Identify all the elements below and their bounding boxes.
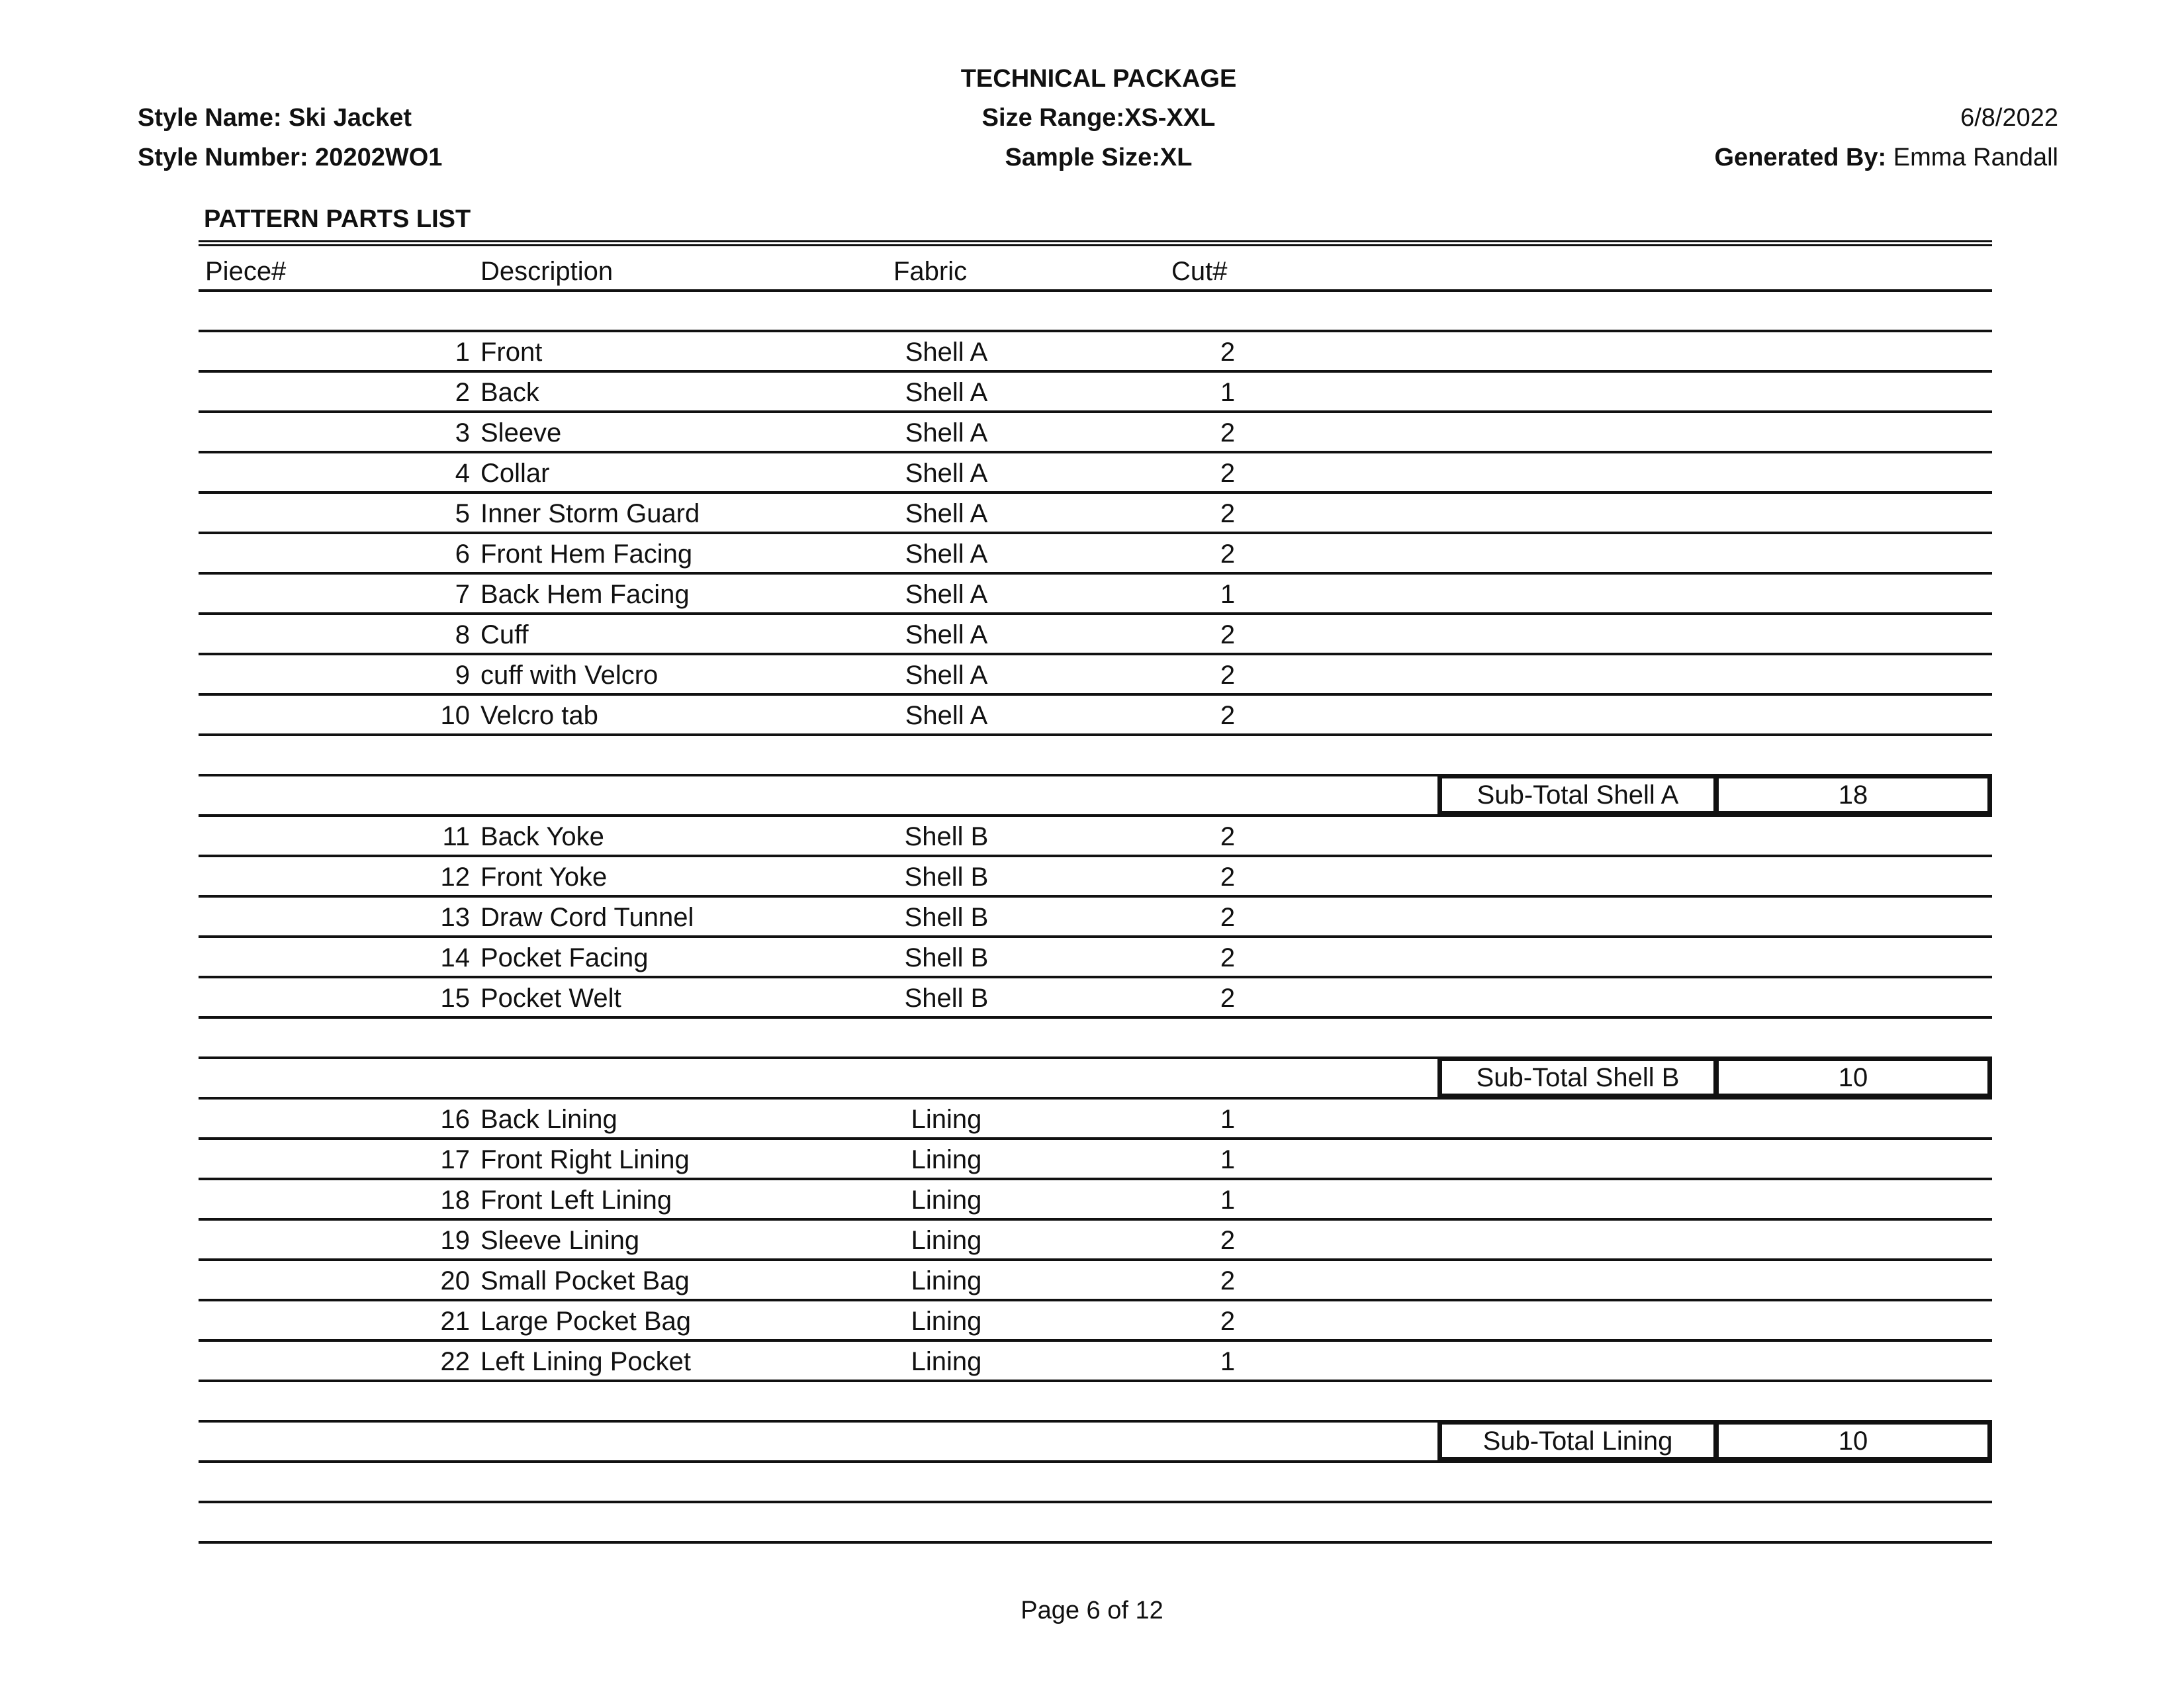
piece-number: 20 (440, 1266, 470, 1295)
table-row (199, 534, 1992, 575)
piece-description: Left Lining Pocket (480, 1347, 691, 1376)
piece-fabric: Shell A (905, 459, 988, 488)
pattern-parts-table (199, 240, 1992, 1544)
table-row (199, 373, 1992, 413)
table-row (199, 1180, 1992, 1221)
piece-cut-count: 2 (1220, 459, 1236, 488)
spacer-row (199, 1463, 1992, 1503)
piece-description: Back Hem Facing (480, 580, 690, 609)
subtotal-value: 10 (1714, 1056, 1992, 1098)
piece-description: Front Hem Facing (480, 539, 693, 569)
piece-number: 22 (440, 1347, 470, 1376)
generated-by-value: Emma Randall (1893, 144, 2058, 171)
piece-description: Pocket Facing (480, 943, 649, 972)
spacer-row (199, 1382, 1992, 1423)
subtotal-value: 10 (1714, 1420, 1992, 1462)
piece-description: Sleeve Lining (480, 1226, 640, 1255)
piece-cut-count: 2 (1220, 539, 1236, 569)
column-header-description: Description (480, 257, 614, 286)
table-row (199, 575, 1992, 615)
piece-cut-count: 1 (1220, 1105, 1236, 1134)
table-row (199, 494, 1992, 534)
piece-description: Pocket Welt (480, 984, 621, 1013)
table-row (199, 1301, 1992, 1342)
piece-number: 2 (455, 378, 470, 407)
size-range: Size Range:XS-XXL (981, 104, 1216, 132)
piece-cut-count: 1 (1220, 1186, 1236, 1215)
piece-description: Cuff (480, 620, 529, 649)
piece-number: 5 (455, 499, 470, 528)
piece-number: 3 (455, 418, 470, 447)
piece-fabric: Shell B (904, 984, 989, 1013)
piece-cut-count: 1 (1220, 1145, 1236, 1174)
table-row (199, 655, 1992, 696)
piece-fabric: Shell B (904, 903, 989, 932)
piece-cut-count: 2 (1220, 943, 1236, 972)
spacer-row (199, 1503, 1992, 1544)
piece-cut-count: 2 (1220, 863, 1236, 892)
piece-fabric: Shell A (905, 620, 988, 649)
piece-description: cuff with Velcro (480, 661, 659, 690)
piece-fabric: Shell A (905, 580, 988, 609)
generated-by-label: Generated By: (1714, 144, 1887, 171)
table-row (199, 1261, 1992, 1301)
generated-by (1714, 142, 2058, 173)
piece-description: Inner Storm Guard (480, 499, 700, 528)
subtotal-row (199, 776, 1992, 817)
piece-cut-count: 2 (1220, 499, 1236, 528)
piece-number: 14 (440, 943, 470, 972)
piece-number: 6 (455, 539, 470, 569)
piece-cut-count: 2 (1220, 338, 1236, 367)
piece-description: Large Pocket Bag (480, 1307, 691, 1336)
piece-description: Draw Cord Tunnel (480, 903, 694, 932)
spacer-row (199, 736, 1992, 776)
piece-description: Front Left Lining (480, 1186, 672, 1215)
piece-fabric: Lining (911, 1105, 982, 1134)
table-row (199, 413, 1992, 453)
piece-fabric: Lining (911, 1347, 982, 1376)
piece-number: 17 (440, 1145, 470, 1174)
table-row (199, 1100, 1992, 1140)
section-title: PATTERN PARTS LIST (204, 205, 471, 233)
piece-description: Front Yoke (480, 863, 608, 892)
piece-cut-count: 2 (1220, 1266, 1236, 1295)
piece-cut-count: 2 (1220, 661, 1236, 690)
piece-fabric: Shell A (905, 338, 988, 367)
piece-description: Front (480, 338, 543, 367)
piece-cut-count: 2 (1220, 903, 1236, 932)
piece-cut-count: 2 (1220, 1307, 1236, 1336)
subtotal-label: Sub-Total Lining (1437, 1420, 1718, 1462)
table-row (199, 1342, 1992, 1382)
piece-fabric: Lining (911, 1186, 982, 1215)
piece-fabric: Shell A (905, 661, 988, 690)
piece-cut-count: 2 (1220, 1226, 1236, 1255)
table-row (199, 938, 1992, 978)
piece-cut-count: 2 (1220, 620, 1236, 649)
piece-description: Sleeve (480, 418, 562, 447)
piece-description: Back Yoke (480, 822, 604, 851)
piece-number: 13 (440, 903, 470, 932)
piece-fabric: Lining (911, 1145, 982, 1174)
table-row (199, 1221, 1992, 1261)
piece-number: 9 (455, 661, 470, 690)
piece-fabric: Shell A (905, 701, 988, 730)
subtotal-row (199, 1059, 1992, 1100)
column-header-piece: Piece# (205, 257, 287, 286)
page-number: Page 6 of 12 (1021, 1597, 1163, 1624)
piece-fabric: Lining (911, 1226, 982, 1255)
table-row (199, 696, 1992, 736)
piece-fabric: Shell B (904, 822, 989, 851)
piece-cut-count: 1 (1220, 1347, 1236, 1376)
document-date: 6/8/2022 (1960, 104, 2058, 132)
piece-fabric: Shell A (905, 539, 988, 569)
piece-number: 18 (440, 1186, 470, 1215)
sample-size: Sample Size:XL (1005, 144, 1193, 171)
piece-number: 10 (440, 701, 470, 730)
piece-number: 8 (455, 620, 470, 649)
column-header-cut: Cut# (1171, 257, 1228, 286)
piece-description: Collar (480, 459, 550, 488)
piece-description: Small Pocket Bag (480, 1266, 690, 1295)
piece-fabric: Shell A (905, 378, 988, 407)
table-row (199, 857, 1992, 898)
piece-cut-count: 1 (1220, 378, 1236, 407)
piece-number: 1 (455, 338, 470, 367)
piece-fabric: Shell B (904, 863, 989, 892)
spacer-row (199, 1019, 1992, 1059)
piece-number: 21 (440, 1307, 470, 1336)
piece-number: 4 (455, 459, 470, 488)
piece-cut-count: 2 (1220, 984, 1236, 1013)
table-row (199, 332, 1992, 373)
table-body (199, 332, 1992, 1463)
piece-number: 15 (440, 984, 470, 1013)
table-row (199, 615, 1992, 655)
spacer-row (199, 292, 1992, 332)
table-row (199, 1140, 1992, 1180)
subtotal-label: Sub-Total Shell B (1437, 1056, 1718, 1098)
piece-fabric: Lining (911, 1266, 982, 1295)
piece-cut-count: 2 (1220, 701, 1236, 730)
piece-description: Velcro tab (480, 701, 598, 730)
piece-number: 7 (455, 580, 470, 609)
table-row (199, 453, 1992, 494)
doc-title: TECHNICAL PACKAGE (960, 65, 1237, 93)
subtotal-value: 18 (1714, 774, 1992, 816)
piece-number: 16 (440, 1105, 470, 1134)
piece-number: 12 (440, 863, 470, 892)
table-row (199, 978, 1992, 1019)
table-header-row (199, 252, 1992, 292)
subtotal-label: Sub-Total Shell A (1437, 774, 1718, 816)
subtotal-row (199, 1423, 1992, 1463)
piece-description: Back (480, 378, 539, 407)
piece-fabric: Shell A (905, 418, 988, 447)
table-row (199, 817, 1992, 857)
piece-fabric: Shell B (904, 943, 989, 972)
style-number: Style Number: 20202WO1 (138, 144, 443, 171)
piece-cut-count: 2 (1220, 418, 1236, 447)
piece-number: 19 (440, 1226, 470, 1255)
piece-cut-count: 2 (1220, 822, 1236, 851)
piece-fabric: Shell A (905, 499, 988, 528)
table-top-rule (199, 240, 1992, 252)
style-name: Style Name: Ski Jacket (138, 104, 412, 132)
piece-cut-count: 1 (1220, 580, 1236, 609)
piece-description: Front Right Lining (480, 1145, 690, 1174)
piece-number: 11 (442, 822, 470, 851)
table-row (199, 898, 1992, 938)
piece-description: Back Lining (480, 1105, 617, 1134)
column-header-fabric: Fabric (893, 257, 968, 286)
piece-fabric: Lining (911, 1307, 982, 1336)
